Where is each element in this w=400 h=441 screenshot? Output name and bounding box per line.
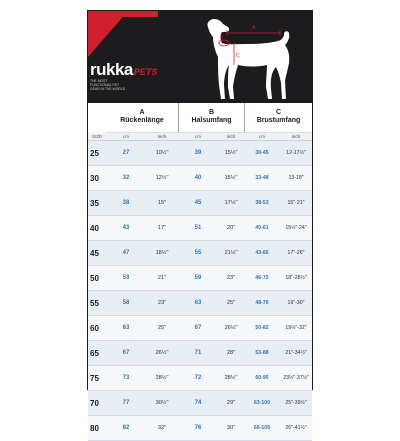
back-length-inch-cell: 32" <box>157 425 167 431</box>
chart-header <box>88 11 312 103</box>
back-length-cm-cell: 63 <box>122 325 130 331</box>
neck-inch-cell: 15½" <box>224 150 238 156</box>
back-length-inch-cell: 26½" <box>155 350 169 356</box>
table-row <box>88 191 312 216</box>
size-cell: 55 <box>90 299 99 308</box>
neck-cm-cell: 45 <box>194 200 202 206</box>
chest-cm-cell: 40-61 <box>255 225 269 231</box>
brand-corner-triangle <box>88 11 128 57</box>
size-cell: 35 <box>90 199 99 208</box>
table-row <box>88 391 312 416</box>
chest-cm-cell: 50-82 <box>255 325 269 331</box>
size-cell: 75 <box>90 374 99 383</box>
neck-cm-cell: 71 <box>194 350 202 356</box>
size-cell: 60 <box>90 324 99 333</box>
logo-tagline: THE MOST FUNCTIONAL PET GEAR IN THE WORLD <box>90 79 126 91</box>
table-row <box>88 141 312 166</box>
table-row <box>88 316 312 341</box>
neck-inch-cell: 30" <box>226 425 236 431</box>
neck-cm-cell: 39 <box>194 150 202 156</box>
size-cell: 50 <box>90 274 99 283</box>
chest-cm-cell: 43-66 <box>255 250 269 256</box>
chest-inch-cell: 15½"-24" <box>285 225 307 231</box>
table-row <box>88 291 312 316</box>
unit-c-inch: inch <box>291 134 301 139</box>
size-column-header: SIZE <box>91 134 103 139</box>
chest-inch-cell: 19½"-32" <box>285 325 307 331</box>
neck-inch-cell: 21½" <box>224 250 238 256</box>
chest-cm-cell: 60-95 <box>255 375 269 381</box>
back-length-cm-cell: 73 <box>122 375 130 381</box>
back-length-cm-cell: 32 <box>122 175 130 181</box>
table-row <box>88 216 312 241</box>
chest-cm-cell: 53-88 <box>255 350 269 356</box>
unit-b-cm: cm <box>194 134 202 139</box>
column-group-c: C Brustumfang <box>244 103 312 133</box>
back-length-inch-cell: 17" <box>157 225 167 231</box>
back-length-inch-cell: 18½" <box>155 250 169 256</box>
chest-inch-cell: 25"-39½" <box>285 400 307 406</box>
chest-inch-cell: 18"-28½" <box>285 275 307 281</box>
size-chart <box>87 10 313 433</box>
neck-inch-cell: 23" <box>226 275 236 281</box>
column-group-a: A Rückenlänge <box>106 103 178 133</box>
logo-wordmark: rukka <box>90 60 133 79</box>
size-cell: 70 <box>90 399 99 408</box>
back-length-cm-cell: 67 <box>122 350 130 356</box>
back-length-cm-cell: 27 <box>122 150 130 156</box>
chest-inch-cell: 21"-34½" <box>285 350 307 356</box>
neck-cm-cell: 76 <box>194 425 202 431</box>
chest-inch-cell: 26"-41½" <box>285 425 307 431</box>
neck-inch-cell: 25" <box>226 300 236 306</box>
neck-cm-cell: 72 <box>194 375 202 381</box>
chest-cm-cell: 66-105 <box>253 425 271 431</box>
chest-cm-cell: 38-53 <box>255 200 269 206</box>
size-cell: 25 <box>90 149 99 158</box>
neck-cm-cell: 59 <box>194 275 202 281</box>
neck-cm-cell: 63 <box>194 300 202 306</box>
chest-inch-cell: 15"-21" <box>287 200 305 206</box>
back-length-cm-cell: 38 <box>122 200 130 206</box>
back-length-inch-cell: 21" <box>157 275 167 281</box>
neck-cm-cell: 55 <box>194 250 202 256</box>
neck-cm-cell: 74 <box>194 400 202 406</box>
table-row <box>88 416 312 441</box>
table-row <box>88 266 312 291</box>
chest-cm-cell: 48-76 <box>255 300 269 306</box>
brand-logo <box>90 60 158 91</box>
neck-inch-cell: 29" <box>226 400 236 406</box>
back-length-inch-cell: 10½" <box>155 150 169 156</box>
measure-c-label: C <box>236 53 240 59</box>
measure-a-label: A <box>252 25 256 31</box>
back-length-cm-cell: 43 <box>122 225 130 231</box>
unit-c-cm: cm <box>258 134 266 139</box>
neck-inch-cell: 26½" <box>224 325 238 331</box>
column-group-b: B Halsumfang <box>178 103 244 133</box>
back-length-inch-cell: 12½" <box>155 175 169 181</box>
table-row <box>88 341 312 366</box>
neck-inch-cell: 28" <box>226 350 236 356</box>
chest-inch-cell: 12-17½" <box>286 150 306 156</box>
unit-a-inch: inch <box>157 134 167 139</box>
neck-inch-cell: 17½" <box>224 200 238 206</box>
size-cell: 45 <box>90 249 99 258</box>
back-length-inch-cell: 30½" <box>155 400 169 406</box>
back-length-cm-cell: 77 <box>122 400 130 406</box>
unit-a-cm: cm <box>122 134 130 139</box>
brand-top-bar <box>88 11 158 17</box>
neck-inch-cell: 20" <box>226 225 236 231</box>
back-length-cm-cell: 53 <box>122 275 130 281</box>
size-cell: 30 <box>90 174 99 183</box>
chest-cm-cell: 46-72 <box>255 275 269 281</box>
chest-inch-cell: 17"-26" <box>287 250 305 256</box>
neck-cm-cell: 51 <box>194 225 202 231</box>
dog-measurement-diagram <box>196 13 306 103</box>
neck-cm-cell: 40 <box>194 175 202 181</box>
neck-inch-cell: 15½" <box>224 175 238 181</box>
neck-cm-cell: 67 <box>194 325 202 331</box>
back-length-inch-cell: 28½" <box>155 375 169 381</box>
chest-inch-cell: 13-18" <box>288 175 304 181</box>
chest-inch-cell: 19"-30" <box>287 300 305 306</box>
size-cell: 40 <box>90 224 99 233</box>
dog-silhouette-icon <box>207 19 289 99</box>
table-row <box>88 366 312 391</box>
logo-sub: PETS <box>133 67 158 77</box>
back-length-inch-cell: 25" <box>157 325 167 331</box>
neck-inch-cell: 28½" <box>224 375 238 381</box>
chest-cm-cell: 30-45 <box>255 150 269 156</box>
back-length-inch-cell: 15" <box>157 200 167 206</box>
unit-subheader <box>88 133 312 141</box>
back-length-cm-cell: 58 <box>122 300 130 306</box>
back-length-cm-cell: 82 <box>122 425 130 431</box>
measure-b-label: B <box>220 35 224 41</box>
size-cell: 65 <box>90 349 99 358</box>
back-length-cm-cell: 47 <box>122 250 130 256</box>
chest-cm-cell: 33-48 <box>255 175 269 181</box>
unit-b-inch: inch <box>226 134 236 139</box>
table-row <box>88 241 312 266</box>
table-row <box>88 166 312 191</box>
size-cell: 80 <box>90 424 99 433</box>
chest-inch-cell: 23½"-37½" <box>283 375 309 381</box>
back-length-inch-cell: 23" <box>157 300 167 306</box>
chest-cm-cell: 63-100 <box>253 400 271 406</box>
